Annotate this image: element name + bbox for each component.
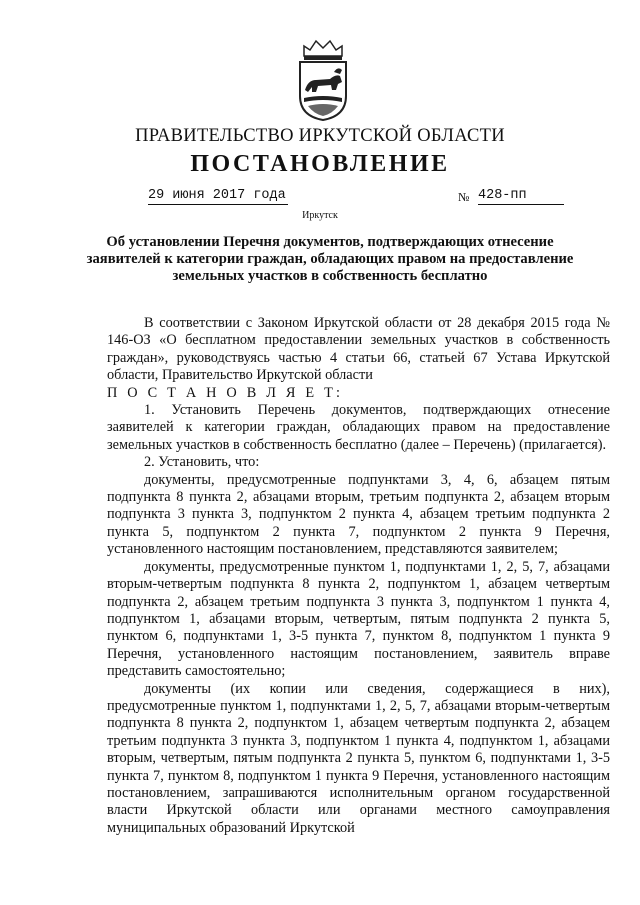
clause-2-item: документы, предусмотренные пунктом 1, подпунктами 1, 2, 5, 7, абзацами вторым-четвертым подпункта 8 пункта 2, подпунктом 1, абзацем четвертым подпункта 2, абзацем третьим подпункта 3 пункта 3, подпунктом 1 пункта 4, подпунктом 1, абзацами вторым, четвертым, пятым подпункта 2 пункта 5, пунктом 6, подпунктами 1, 3-5 пункта 7, пунктом 8, подпунктом 1 пункта 9 Перечня, установленного настоящим постановлением, заявитель вправе представить самостоятельно;	[107, 558, 610, 680]
coat-of-arms-icon	[296, 38, 350, 122]
clause-2-item: документы, предусмотренные подпунктами 3, 4, 6, абзацем пятым подпункта 8 пункта 2, абзацами вторым, третьим подпункта 2, абзацем вторым подпункта 3 пункта 3, подпунктом 2 пункта 4, абзацем третьим подпункта 2 пункта 5, подпунктом 2 пункта 7, подпунктом 2 пункта 9 Перечня, установленного настоящим постановлением, представляются заявителем;	[107, 471, 610, 558]
document-body	[107, 315, 610, 837]
clause-2-item: документы (их копии или сведения, содержащиеся в них), предусмотренные пунктом 1, подпунктами 1, 2, 5, 7, абзацами вторым-четвертым подпункта 8 пункта 2, подпунктом 1, абзацем четвертым подпункта 2, абзацем третьим подпункта 3 пункта 3, подпунктом 1 пункта 4, подпунктом 1, абзацами вторым, четвертым, пятым подпункта 2 пункта 5, пунктом 6, подпунктами 1, 3-5 пункта 7, пунктом 8, подпунктом 1 пункта 9 Перечня, установленного настоящим постановлением, запрашиваются исполнительным органом государственной власти Иркутской области или органами местного самоуправления муниципальных образований Иркутской	[107, 680, 610, 836]
clause-1: 1. Установить Перечень документов, подтверждающих отнесение заявителей к категории граждан, обладающих правом на предоставление земельных участков в собственность бесплатно (далее – Перечень) (прилагается).	[107, 402, 610, 453]
clause-2: 2. Установить, что:	[144, 454, 260, 471]
document-type: ПОСТАНОВЛЕНИЕ	[190, 151, 450, 177]
document-date: 29 июня 2017 года	[148, 188, 286, 203]
document-city: Иркутск	[302, 210, 338, 221]
organization-name: ПРАВИТЕЛЬСТВО ИРКУТСКОЙ ОБЛАСТИ	[135, 126, 505, 146]
document-title: Об установлении Перечня документов, подтверждающих отнесение заявителей к категории граждан, обладающих правом на предоставление земельных участков в собственность бесплатно	[86, 234, 574, 284]
document-number: 428-пп	[478, 188, 564, 205]
preamble-paragraph: В соответствии с Законом Иркутской области от 28 декабря 2015 года № 146-ОЗ «О бесплатном предоставлении земельных участков в собственность граждан», руководствуясь частью 4 статьи 66, статьей 67 Устава Иркутской области, Правительство Иркутской области	[107, 315, 610, 384]
number-sign: №	[458, 190, 470, 204]
decree-word: П О С Т А Н О В Л Я Е Т:	[107, 384, 344, 401]
